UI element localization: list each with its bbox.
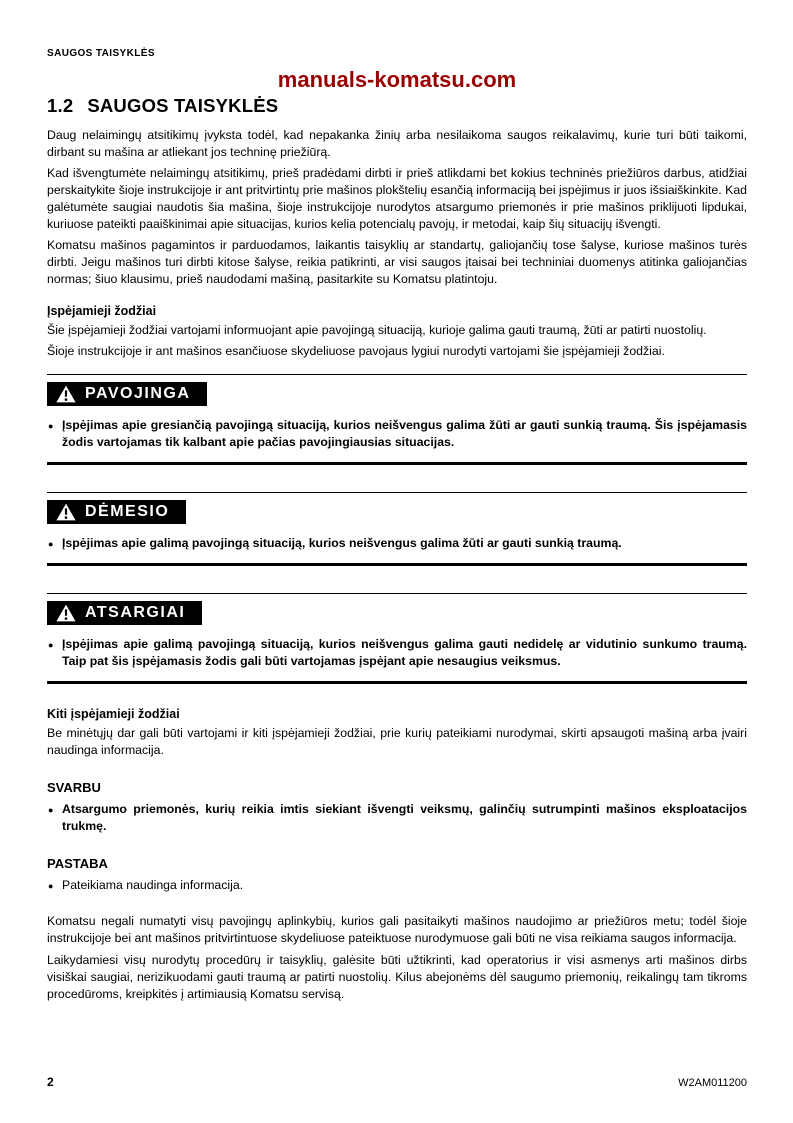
warning-label: DĖMESIO xyxy=(85,503,170,520)
warning-words-heading: Įspėjamieji žodžiai xyxy=(47,304,157,318)
danger-box xyxy=(47,382,207,406)
warning-text: ● Įspėjimas apie galimą pavojingą situaciją, kurios neišvengus galima žūti ar gauti sunkią traumą. xyxy=(47,535,747,552)
other-words-paragraph: Be minėtųjų dar gali būti vartojami ir kiti įspėjamieji žodžiai, prie kurių pateikiami nurodymai, skirti apsaugoti mašiną arba įvairi naudinga informacija. xyxy=(47,726,747,757)
caution-text: ● Įspėjimas apie galimą pavojingą situaciją, kurios neišvengus galima gauti nedidelę ar vidutinio sunkumo traumą. Taip pat šis įspėjamasis žodis gali būti vartojamas įspėjant apie nesaugius veiksmus. xyxy=(47,636,747,670)
caution-box xyxy=(47,601,202,625)
warning-section-demesio xyxy=(47,492,747,566)
intro-paragraph-2: Kad išvengtumėte nelaimingų atsitikimų, prieš pradėdami dirbti ir prieš atlikdami bet kokius techninės priežiūros darbus, atidžiai perskaitykite šioje instrukcijoje ir ant pritvirtintų prie mašinos plokštelių esančią informaciją bei įspėjimus ir juos išsiaiškinkite. Kad galėtumėte saugiai naudotis šia mašina, šioje instrukcijoje nurodytos atsargumo priemonės ir prie mašinos priklijuoti lipdukai, kuriuose pateikti paaiškinimai apie situacijas, kurios kelia potencialų pavojų, ir metodai, kaip šių situacijų išvengti. xyxy=(47,166,747,231)
warning-triangle-icon xyxy=(56,503,76,521)
warning-section-atsargiai xyxy=(47,593,747,684)
caution-label: ATSARGIAI xyxy=(85,604,186,621)
warning-words-paragraph-1: Šie įspėjamieji žodžiai vartojami informuojant apie pavojingą situaciją, kurioje galima gauti traumą, žūti ar patirti nuostolių. xyxy=(47,323,707,337)
pastaba-text: ● Pateikiama naudinga informacija. xyxy=(47,877,747,894)
warning-triangle-icon xyxy=(56,604,76,622)
page-title xyxy=(47,95,747,117)
page-footer xyxy=(47,1075,747,1089)
warning-words-paragraph-2: Šioje instrukcijoje ir ant mašinos esančiuose skydeliuose pavojaus lygiui nurodyti vartojami šie įspėjamieji žodžiai. xyxy=(47,344,665,358)
title-number: 1.2 xyxy=(47,95,74,116)
danger-label: PAVOJINGA xyxy=(85,385,191,402)
intro-paragraph-3: Komatsu mašinos pagamintos ir parduodamos, laikantis taisyklių ar standartų, galiojančių tose šalyse, kuriose mašinos turės dirbti. Jeigu mašinos turi dirbti kitose šalyse, reikia patikrinti, ar visi saugos įtaisai bei techniniai duomenys atitinka galiojančias normas; šiuo klausimu, prieš naudodami mašiną, pasitarkite su Komatsu platintoju. xyxy=(47,238,747,286)
footer-page-number: 2 xyxy=(47,1075,54,1089)
warning-triangle-icon xyxy=(56,385,76,403)
watermark: manuals-komatsu.com xyxy=(277,67,517,92)
pastaba-heading: PASTABA xyxy=(47,856,108,871)
closing-paragraph-1: Komatsu negali numatyti visų pavojingų aplinkybių, kurios gali pasitaikyti mašinos naudojimo ar priežiūros metu; todėl šioje instrukcijoje bei ant mašinos pritvirtintuose skydeliuose pateiktuose nurodymuose gali būti ne visa reikiama saugos informacija. xyxy=(47,914,747,945)
title-text: SAUGOS TAISYKLĖS xyxy=(87,95,279,116)
footer-doc-code: W2AM011200 xyxy=(678,1077,747,1089)
closing-paragraph-2: Laikydamiesi visų nurodytų procedūrų ir taisyklių, galėsite būti užtikrinti, kad operatorius ir visi asmenys arti mašinos dirbs visiškai saugiai, nerizikuodami gauti traumą ar patirti nuostolių. Kilus abejonėms dėl saugumo priemonių, reikalingų tam tikroms procedūroms, kreipkitės į artimiausią Komatsu servisą. xyxy=(47,953,747,1001)
other-words-heading: Kiti įspėjamieji žodžiai xyxy=(47,707,180,721)
page-header: SAUGOS TAISYKLĖS xyxy=(47,48,155,59)
intro-paragraph-1: Daug nelaimingų atsitikimų įvyksta todėl, kad nepakanka žinių arba nesilaikoma saugos reikalavimų, kurie turi būti taikomi, dirbant su mašina ar atliekant jos techninę priežiūrą. xyxy=(47,128,747,159)
svarbu-text: ● Atsargumo priemonės, kurių reikia imtis siekiant išvengti veiksmų, galinčių sutrumpinti mašinos eksploatacijos trukmę. xyxy=(47,801,747,835)
warning-section-pavojinga xyxy=(47,374,747,465)
svarbu-heading: SVARBU xyxy=(47,780,101,795)
danger-text: ● Įspėjimas apie gresiančią pavojingą situaciją, kurios neišvengus galima žūti ar gauti sunkią traumą. Šis įspėjamasis žodis vartojamas tik kalbant apie pačias pavojingiausias situacijas. xyxy=(47,417,747,451)
warning-box xyxy=(47,500,186,524)
